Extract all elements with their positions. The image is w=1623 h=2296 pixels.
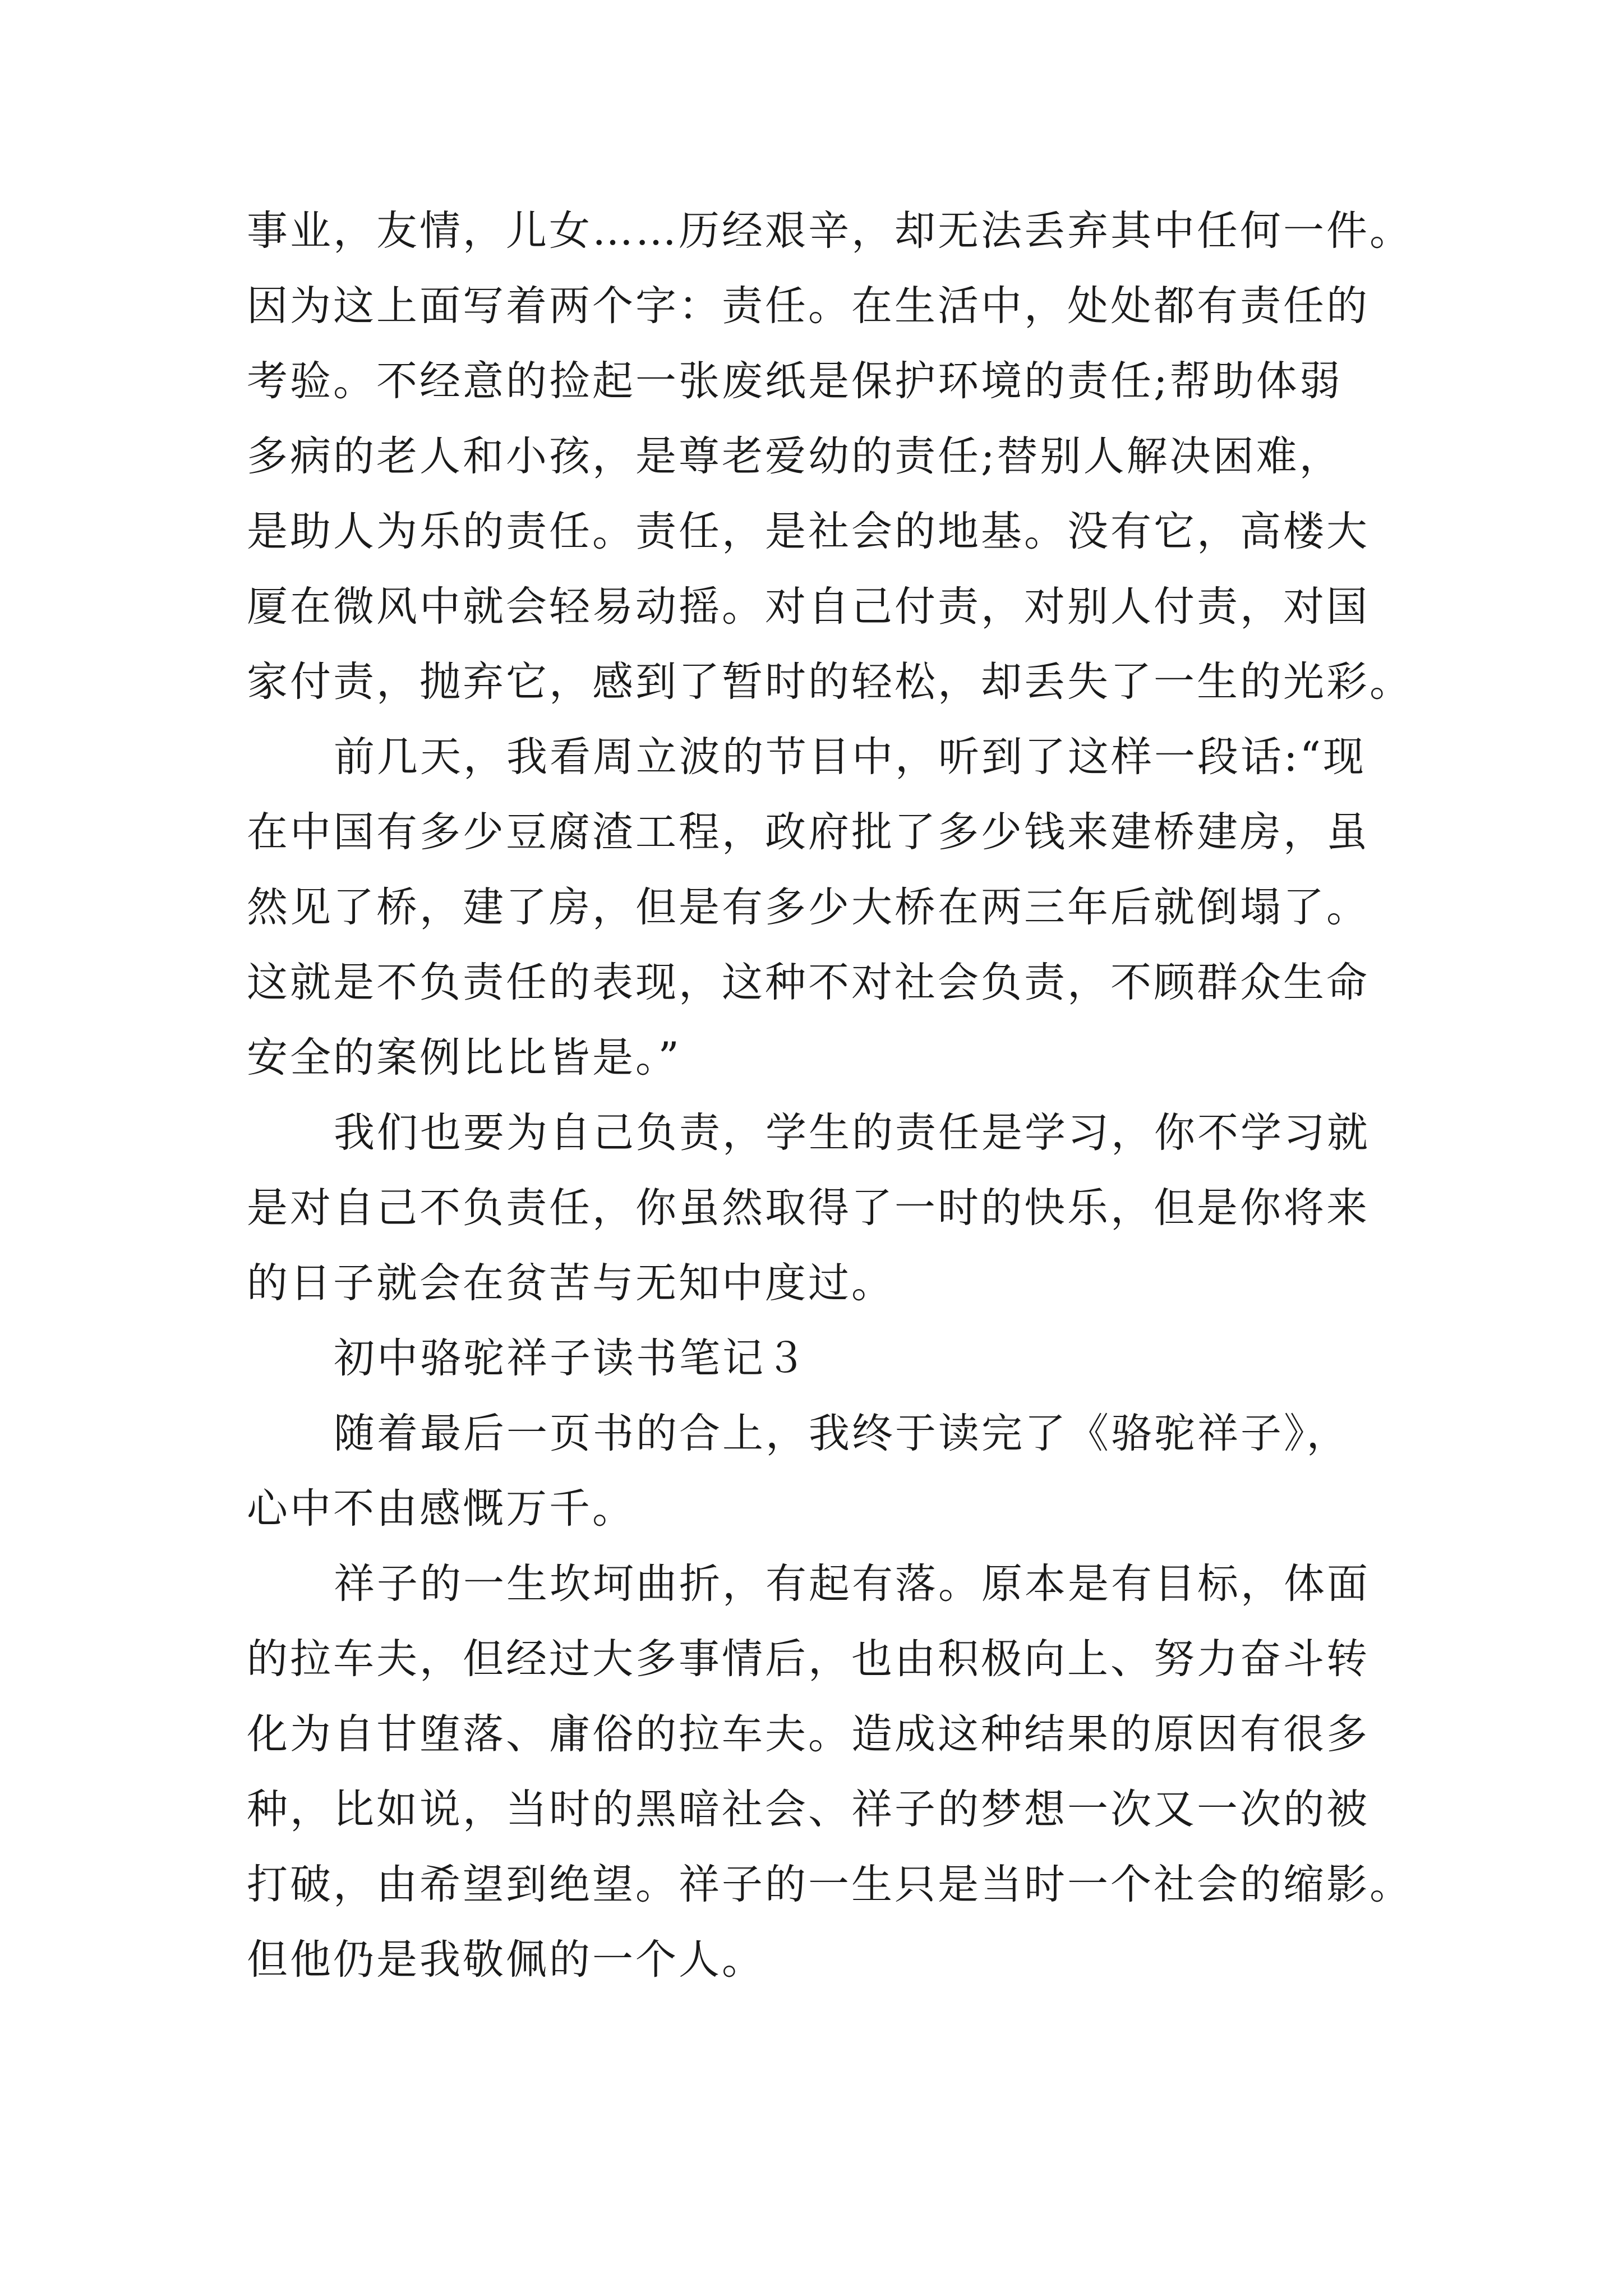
text-line: 在中国有多少豆腐渣工程，政府批了多少钱来建桥建房，虽	[247, 808, 1370, 856]
text-line: 的拉车夫，但经过大多事情后，也由积极向上、努力奋斗转	[247, 1635, 1370, 1683]
section-heading: 初中骆驼祥子读书笔记３	[334, 1335, 809, 1382]
text-line: 考验。不经意的捡起一张废纸是保护环境的责任;帮助体弱	[247, 357, 1343, 405]
text-line: 是对自己不负责任，你虽然取得了一时的快乐，但是你将来	[247, 1184, 1370, 1232]
paragraph-first-line: 随着最后一页书的合上，我终于读完了《骆驼祥子》，	[334, 1410, 1350, 1457]
text-line: 家付责，抛弃它，感到了暂时的轻松，却丢失了一生的光彩。	[247, 658, 1413, 706]
paragraph-first-line: 前几天，我看周立波的节目中，听到了这样一段话:“现	[334, 733, 1366, 781]
text-line: 然见了桥，建了房，但是有多少大桥在两三年后就倒塌了。	[247, 884, 1370, 931]
text-line: 种，比如说，当时的黑暗社会、祥子的梦想一次又一次的被	[247, 1786, 1370, 1833]
body-text	[247, 194, 1436, 1998]
text-line: 化为自甘堕落、庸俗的拉车夫。造成这种结果的原因有很多	[247, 1710, 1370, 1758]
paragraph-first-line: 祥子的一生坎坷曲折，有起有落。原本是有目标，体面	[334, 1560, 1370, 1608]
text-line: 的日子就会在贫苦与无知中度过。	[247, 1259, 895, 1307]
text-line: 打破，由希望到绝望。祥子的一生只是当时一个社会的缩影。	[247, 1861, 1413, 1908]
text-line: 事业，友情，儿女……历经艰辛，却无法丢弃其中任何一件。	[247, 207, 1413, 255]
paragraph-first-line: 我们也要为自己负责，学生的责任是学习，你不学习就	[334, 1109, 1370, 1157]
text-line: 安全的案例比比皆是。”	[247, 1034, 681, 1082]
text-line: 因为这上面写着两个字：责任。在生活中，处处都有责任的	[247, 282, 1370, 330]
text-line: 这就是不负责任的表现，这种不对社会负责，不顾群众生命	[247, 959, 1370, 1006]
text-line: 厦在微风中就会轻易动摇。对自己付责，对别人付责，对国	[247, 583, 1370, 631]
text-line: 但他仍是我敬佩的一个人。	[247, 1936, 765, 1984]
text-line: 多病的老人和小孩，是尊老爱幼的责任;替别人解决困难，	[247, 432, 1343, 480]
text-line: 是助人为乐的责任。责任，是社会的地基。没有它，高楼大	[247, 508, 1370, 555]
text-line: 心中不由感慨万千。	[247, 1485, 635, 1533]
